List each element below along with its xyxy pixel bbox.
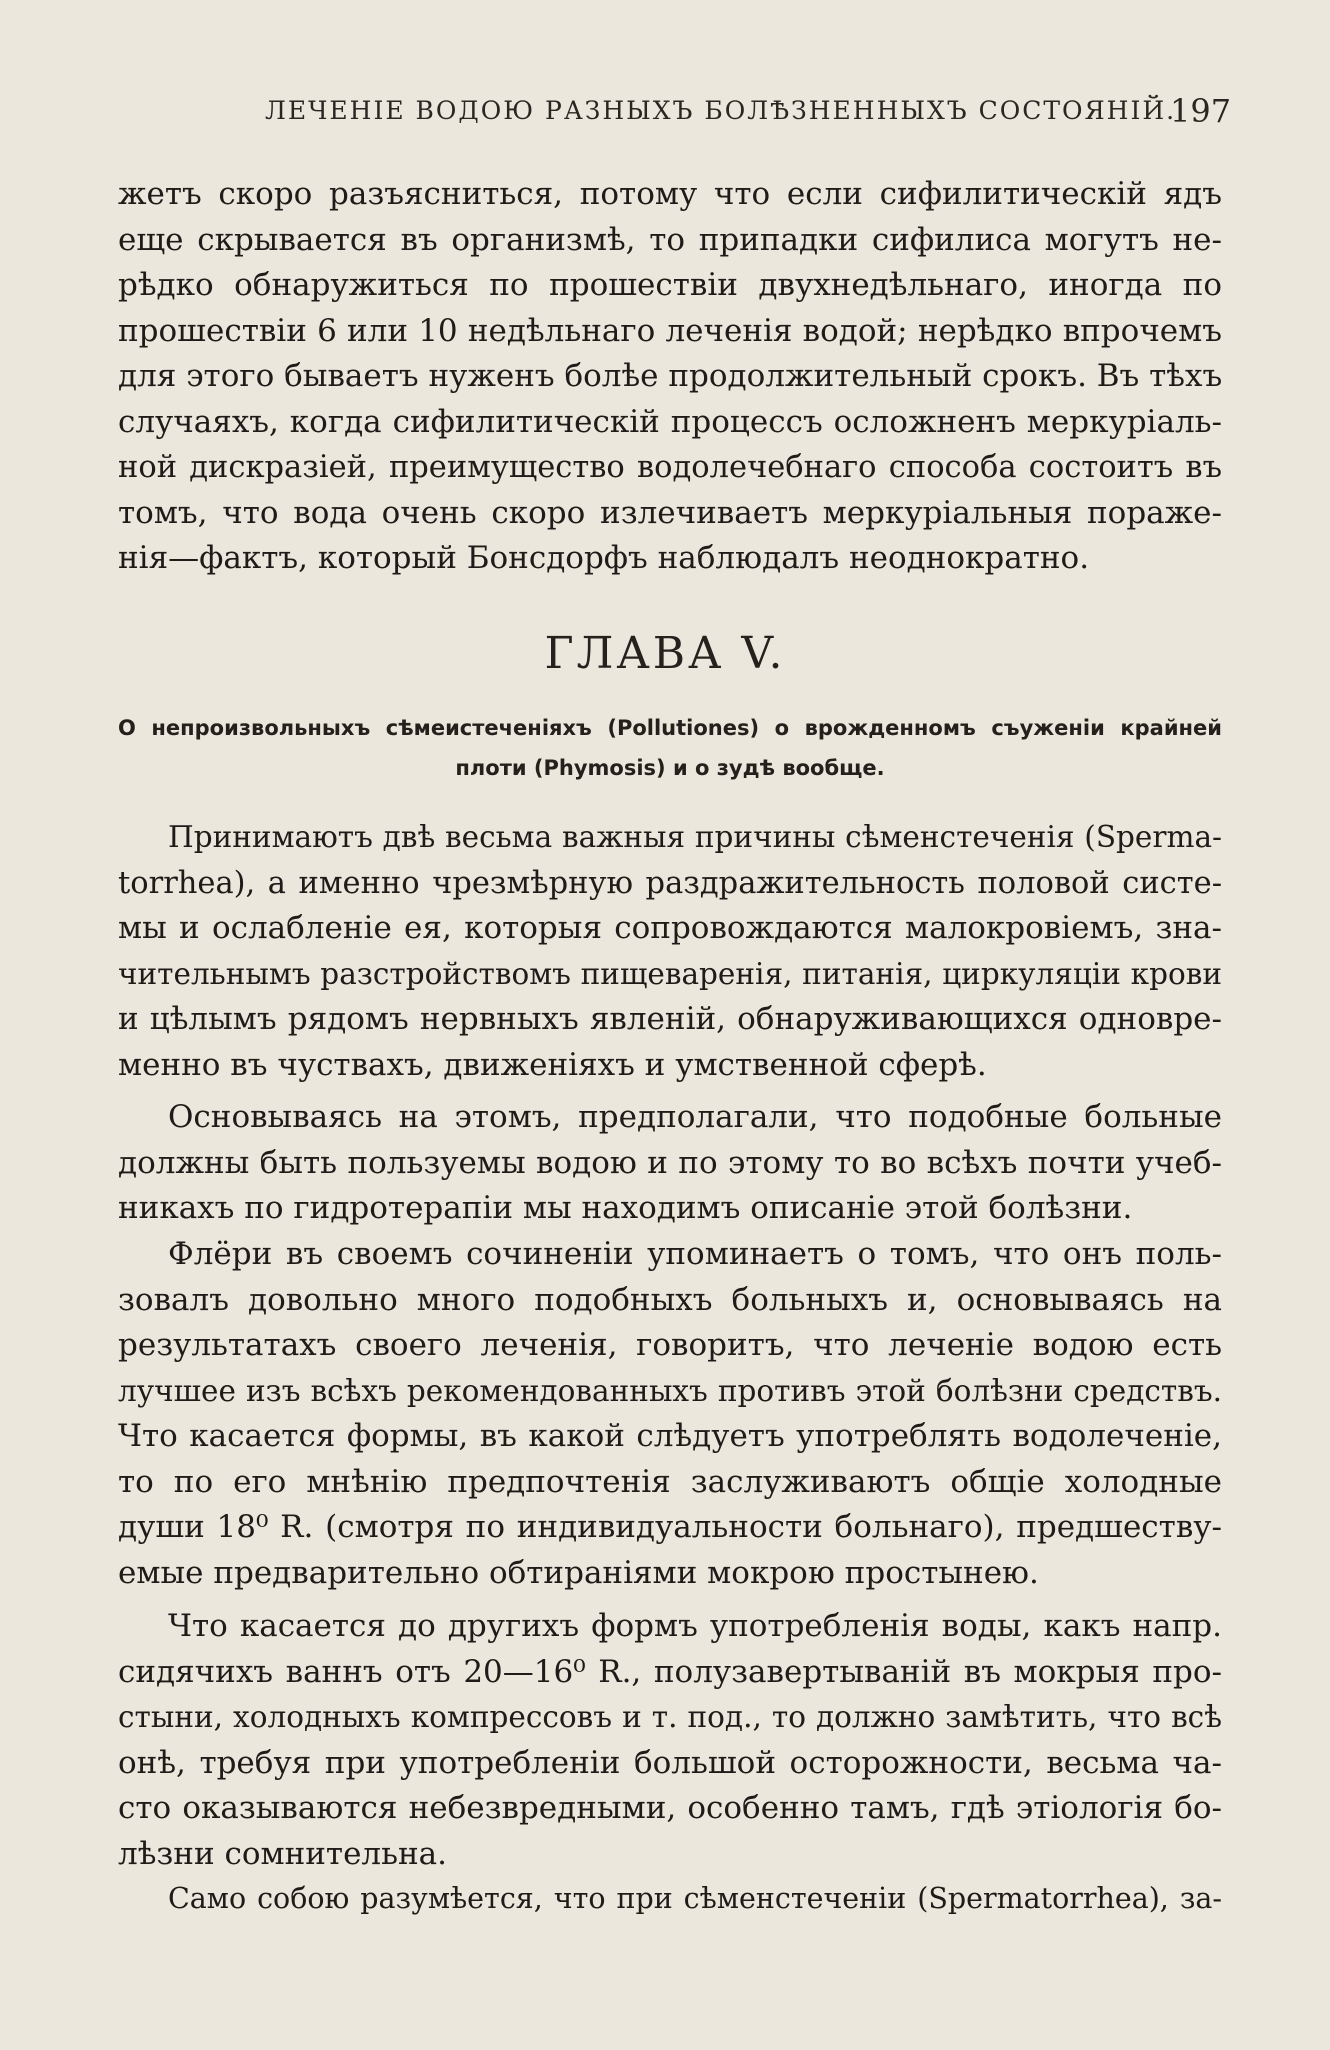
text-line: жетъ скоро разъясниться, потому что если сифилитическій ядъ: [118, 176, 1222, 212]
text-line: нія—фактъ, который Бонсдорфъ наблюдалъ неоднократно.: [118, 540, 1090, 576]
text-line: сто оказываются небезвредными, особенно тамъ, гдѣ этіологія бо-: [118, 1790, 1222, 1826]
text-line: никахъ по гидротерапіи мы находимъ описаніе этой болѣзни.: [118, 1190, 1133, 1226]
text-line: должны быть пользуемы водою и по этому то во всѣхъ почти учеб-: [118, 1144, 1222, 1181]
text-line: зовалъ довольно много подобныхъ больныхъ и, основываясь на: [118, 1281, 1222, 1318]
text-line: ной дискразіей, преимущество водолечебнаго способа состоитъ въ: [118, 450, 1222, 485]
paragraph: [118, 1604, 1222, 1877]
paragraph-continued: [118, 172, 1222, 582]
text-line: лѣзни сомнительна.: [118, 1835, 447, 1872]
text-line: Что касается формы, въ какой слѣдуетъ употреблять водолеченіе,: [118, 1418, 1222, 1454]
text-line: torrhea), а именно чрезмѣрную раздражительность половой систе-: [118, 865, 1222, 901]
text-line: Принимаютъ двѣ весьма важныя причины сѣменстеченія (Sperma-: [168, 820, 1222, 854]
text-line: Флёри въ своемъ сочиненіи упоминаетъ о томъ, что онъ поль-: [168, 1236, 1222, 1272]
chapter-subtitle: [118, 708, 1222, 788]
text-line: еще скрывается въ организмѣ, то припадки сифилиса могутъ не-: [118, 221, 1222, 258]
text-line: прошествіи 6 или 10 недѣльнаго леченія водой; нерѣдко впрочемъ: [118, 312, 1222, 349]
text-line: то по его мнѣнію предпочтенія заслуживаютъ общіе холодные: [118, 1463, 1222, 1500]
text-line: емые предварительно обтираніями мокрою простынею.: [118, 1554, 1039, 1591]
text-line: сидячихъ ваннъ отъ 20—16⁰ R., полузавертываній въ мокрыя про-: [118, 1653, 1222, 1690]
text-line: лучшее изъ всѣхъ рекомендованныхъ противъ этой болѣзни средствъ.: [118, 1373, 1222, 1408]
paragraph: [118, 815, 1222, 1088]
text-line: стыни, холодныхъ компрессовъ и т. под., то должно замѣтить, что всѣ: [118, 1700, 1222, 1734]
text-line: Само собою разумѣется, что при сѣменстеченіи (Spermatorrhea), за-: [168, 1882, 1222, 1915]
paragraph: [118, 1876, 1222, 1922]
text-line: Что касается до другихъ формъ употребленія воды, какъ напр.: [168, 1608, 1222, 1644]
text-line: души 18⁰ R. (смотря по индивидуальности больнаго), предшеству-: [118, 1509, 1222, 1545]
text-line: для этого бываетъ нуженъ болѣе продолжительный срокъ. Въ тѣхъ: [118, 358, 1223, 394]
subtitle-line: О непроизвольныхъ сѣмеистеченіяхъ (Pollutiones) о врожденномъ съуженіи крайней: [118, 716, 1222, 740]
subtitle-line: плоти (Phymosis) и о зудѣ вообще.: [455, 756, 885, 780]
text-line: и цѣлымъ рядомъ нервныхъ явленій, обнаруживающихся одновре-: [118, 1001, 1222, 1037]
text-line: рѣдко обнаружиться по прошествіи двухнедѣльнаго, иногда по: [118, 267, 1222, 303]
text-line: чительнымъ разстройствомъ пищеваренія, питанія, циркуляціи крови: [118, 956, 1222, 991]
paragraph: [118, 1232, 1222, 1596]
text-line: онѣ, требуя при употребленіи большой осторожности, весьма ча-: [118, 1744, 1222, 1781]
paragraph: [118, 1095, 1222, 1232]
running-title: ЛЕЧЕНІЕ ВОДОЮ РАЗНЫХЪ БОЛѢЗНЕННЫХЪ СОСТОЯНІЙ.: [265, 96, 1177, 125]
chapter-title: ГЛАВА V.: [544, 628, 786, 679]
text-line: результатахъ своего леченія, говоритъ, что леченіе водою есть: [118, 1327, 1222, 1363]
page-number: 197: [1170, 92, 1232, 130]
text-line: томъ, что вода очень скоро излечиваетъ меркуріальныя пораже-: [118, 494, 1222, 531]
text-line: Основываясь на этомъ, предполагали, что подобные больные: [168, 1099, 1222, 1135]
text-line: случаяхъ, когда сифилитическій процессъ осложненъ меркуріаль-: [118, 403, 1222, 440]
text-line: мы и ослабленіе ея, которыя сопровождаются малокровіемъ, зна-: [118, 910, 1222, 946]
text-line: менно въ чуствахъ, движеніяхъ и умственной сферѣ.: [118, 1046, 987, 1083]
